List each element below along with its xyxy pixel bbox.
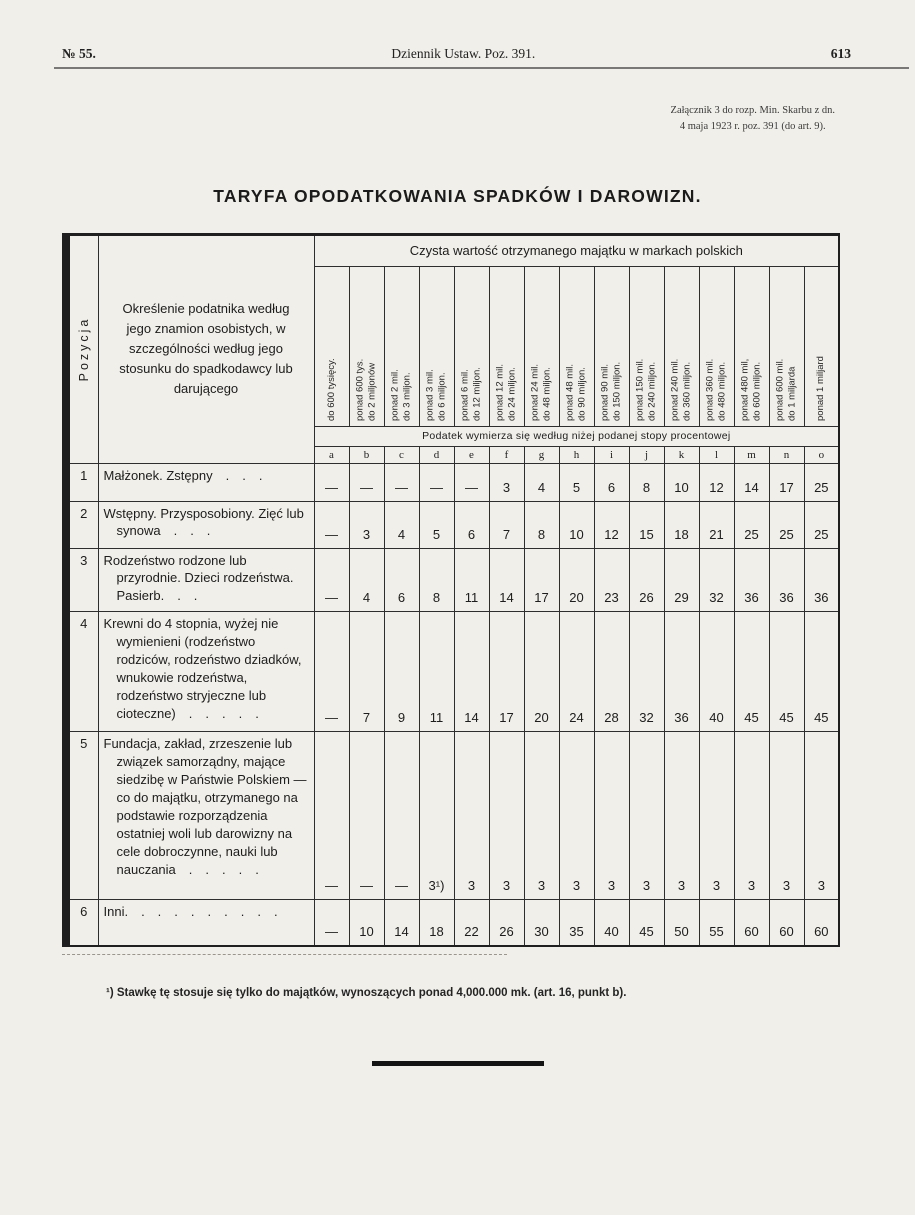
rate-value-d: 18 [419, 900, 454, 946]
rate-value-b: 7 [349, 612, 384, 732]
column-range-label: ponad 600 tys. do 2 miljonów [354, 358, 378, 422]
rate-value-i: 3 [594, 732, 629, 900]
rate-value-b: — [349, 463, 384, 501]
rate-value-h: 24 [559, 612, 594, 732]
sub-header-cell: Podatek wymierza się według niżej podanej stopy procentowej [314, 426, 839, 446]
rate-value-m: 36 [734, 548, 769, 612]
rate-value-a: — [314, 732, 349, 900]
rate-value-m: 14 [734, 463, 769, 501]
rate-value-n: 25 [769, 501, 804, 548]
rate-value-a: — [314, 463, 349, 501]
column-range-label: ponad 90 mil. do 150 miljon. [599, 361, 623, 422]
column-letter-c: c [384, 446, 419, 463]
pozycja-header-label: Pozycja [76, 316, 91, 382]
attachment-note [0, 103, 915, 136]
row-description: Inni. . . . . . . . . . [98, 900, 314, 946]
rate-value-c: — [384, 732, 419, 900]
page-masthead [0, 0, 915, 62]
row-position: 2 [66, 501, 98, 548]
rate-value-b: 10 [349, 900, 384, 946]
column-letter-e: e [454, 446, 489, 463]
rate-value-i: 12 [594, 501, 629, 548]
row-position: 5 [66, 732, 98, 900]
row-position: 6 [66, 900, 98, 946]
rate-value-b: — [349, 732, 384, 900]
rate-value-c: 4 [384, 501, 419, 548]
rate-value-a: — [314, 548, 349, 612]
column-range-label: ponad 48 mil. do 90 miljon. [564, 363, 588, 422]
rate-value-l: 12 [699, 463, 734, 501]
rate-value-c: — [384, 463, 419, 501]
rate-value-c: 14 [384, 900, 419, 946]
rate-value-k: 18 [664, 501, 699, 548]
rate-value-b: 3 [349, 501, 384, 548]
column-range-header-i [594, 266, 629, 426]
rate-value-n: 17 [769, 463, 804, 501]
end-rule [372, 1061, 544, 1066]
column-range-header-a [314, 266, 349, 426]
row-position: 3 [66, 548, 98, 612]
table-bottom-rule [62, 954, 507, 955]
row-position: 1 [66, 463, 98, 501]
column-range-header-m [734, 266, 769, 426]
rate-value-o: 25 [804, 463, 839, 501]
column-range-label: ponad 480 mil, do 600 miljon. [739, 358, 763, 422]
column-range-header-j [629, 266, 664, 426]
attachment-note-line2: 4 maja 1923 r. poz. 391 (do art. 9). [679, 121, 826, 133]
rate-value-b: 4 [349, 548, 384, 612]
column-range-header-b [349, 266, 384, 426]
column-range-header-c [384, 266, 419, 426]
description-header-cell: Określenie podatnika według jego znamion osobistych, w szczególności według jego stosunku do spadkodawcy lub darującego [98, 234, 314, 463]
rate-value-l: 3 [699, 732, 734, 900]
rate-value-e: 22 [454, 900, 489, 946]
row-description: Wstępny. Przysposobiony. Zięć lub synowa . . . [98, 501, 314, 548]
rate-value-k: 36 [664, 612, 699, 732]
tariff-row-1 [66, 463, 839, 501]
column-letter-h: h [559, 446, 594, 463]
rate-value-n: 60 [769, 900, 804, 946]
rate-value-e: 3 [454, 732, 489, 900]
journal-title: Dziennik Ustaw. Poz. 391. [391, 46, 536, 61]
footnote: ¹) Stawkę tę stosuje się tylko do majątków, wynoszących ponad 4,000.000 mk. (art. 16, punkt b). [106, 986, 627, 999]
rate-value-g: 3 [524, 732, 559, 900]
rate-value-d: 8 [419, 548, 454, 612]
rate-value-i: 28 [594, 612, 629, 732]
row-description: Krewni do 4 stopnia, wyżej nie wymienieni (rodzeństwo rodziców, rodzeństwo dziadków, wnukowie rodzeństwa, rodzeństwo stryjeczne lub cioteczne) . . . . . [98, 612, 314, 732]
rate-value-d: 3¹) [419, 732, 454, 900]
rate-value-o: 45 [804, 612, 839, 732]
attachment-note-text [671, 103, 835, 136]
column-range-label: ponad 240 mil. do 360 miljon. [669, 358, 693, 422]
rate-value-d: 11 [419, 612, 454, 732]
row-description: Fundacja, zakład, zrzeszenie lub związek samorządny, mające siedzibę w Państwie Polskiem — co do majątku, otrzymanego na podstawie rozporządzenia ostatniej woli lub darowizny na cele dobroczynne, nauki lub nauczania . . . . . [98, 732, 314, 900]
column-range-header-n [769, 266, 804, 426]
rate-value-h: 5 [559, 463, 594, 501]
rate-value-g: 30 [524, 900, 559, 946]
row-position: 4 [66, 612, 98, 732]
column-letter-a: a [314, 446, 349, 463]
column-range-label: ponad 24 mil. do 48 miljon. [529, 363, 553, 422]
rate-value-a: — [314, 900, 349, 946]
pozycja-header-cell [66, 234, 98, 463]
rate-value-d: 5 [419, 501, 454, 548]
masthead-rule [54, 67, 909, 69]
rate-value-h: 3 [559, 732, 594, 900]
rate-value-l: 55 [699, 900, 734, 946]
column-range-label: ponad 3 mil. do 6 miljon. [424, 369, 448, 422]
column-range-header-e [454, 266, 489, 426]
rate-value-j: 3 [629, 732, 664, 900]
tariff-row-2 [66, 501, 839, 548]
rate-value-h: 10 [559, 501, 594, 548]
rate-value-e: 11 [454, 548, 489, 612]
column-letter-i: i [594, 446, 629, 463]
rate-value-j: 26 [629, 548, 664, 612]
issue-number: № 55. [62, 46, 96, 61]
value-header-cell: Czysta wartość otrzymanego majątku w markach polskich [314, 234, 839, 266]
column-range-header-h [559, 266, 594, 426]
rate-value-a: — [314, 501, 349, 548]
column-range-label: ponad 12 mil. do 24 miljon. [494, 363, 518, 422]
column-letter-k: k [664, 446, 699, 463]
column-letter-b: b [349, 446, 384, 463]
column-letter-d: d [419, 446, 454, 463]
tariff-row-6 [66, 900, 839, 946]
row-description: Małżonek. Zstępny . . . [98, 463, 314, 501]
tariff-row-3 [66, 548, 839, 612]
rate-value-i: 6 [594, 463, 629, 501]
rate-value-g: 4 [524, 463, 559, 501]
rate-value-m: 3 [734, 732, 769, 900]
rate-value-l: 32 [699, 548, 734, 612]
rate-value-f: 7 [489, 501, 524, 548]
tariff-table [62, 233, 840, 947]
rate-value-o: 25 [804, 501, 839, 548]
rate-value-n: 45 [769, 612, 804, 732]
rate-value-o: 36 [804, 548, 839, 612]
rate-value-e: — [454, 463, 489, 501]
column-letter-j: j [629, 446, 664, 463]
rate-value-g: 20 [524, 612, 559, 732]
column-range-header-k [664, 266, 699, 426]
column-letter-o: o [804, 446, 839, 463]
rate-value-i: 23 [594, 548, 629, 612]
rate-value-h: 20 [559, 548, 594, 612]
rate-value-j: 45 [629, 900, 664, 946]
column-range-label: do 600 tysięcy. [325, 358, 337, 422]
rate-value-o: 60 [804, 900, 839, 946]
column-letter-n: n [769, 446, 804, 463]
column-range-header-d [419, 266, 454, 426]
tariff-table-head [66, 234, 839, 463]
column-range-label: ponad 2 mil. do 3 miljon. [389, 369, 413, 422]
rate-value-c: 9 [384, 612, 419, 732]
rate-value-f: 17 [489, 612, 524, 732]
tariff-row-5 [66, 732, 839, 900]
column-range-label: ponad 150 mil. do 240 miljon. [634, 358, 658, 422]
rate-value-e: 6 [454, 501, 489, 548]
column-range-label: ponad 6 mil. do 12 miljon. [459, 367, 483, 422]
rate-value-g: 8 [524, 501, 559, 548]
rate-value-i: 40 [594, 900, 629, 946]
rate-value-j: 8 [629, 463, 664, 501]
rate-value-j: 15 [629, 501, 664, 548]
column-range-header-f [489, 266, 524, 426]
rate-value-o: 3 [804, 732, 839, 900]
column-letter-f: f [489, 446, 524, 463]
rate-value-n: 36 [769, 548, 804, 612]
rate-value-a: — [314, 612, 349, 732]
rate-value-k: 29 [664, 548, 699, 612]
rate-value-m: 25 [734, 501, 769, 548]
rate-value-l: 40 [699, 612, 734, 732]
rate-value-g: 17 [524, 548, 559, 612]
rate-value-m: 45 [734, 612, 769, 732]
rate-value-k: 50 [664, 900, 699, 946]
rate-value-j: 32 [629, 612, 664, 732]
rate-value-h: 35 [559, 900, 594, 946]
rate-value-f: 3 [489, 732, 524, 900]
column-letter-g: g [524, 446, 559, 463]
document-title: TARYFA OPODATKOWANIA SPADKÓW I DAROWIZN. [213, 185, 702, 206]
rate-value-e: 14 [454, 612, 489, 732]
column-range-header-g [524, 266, 559, 426]
tariff-row-4 [66, 612, 839, 732]
rate-value-f: 26 [489, 900, 524, 946]
column-letter-m: m [734, 446, 769, 463]
column-range-label: ponad 600 mil. do 1 miljarda [774, 358, 798, 422]
column-range-header-l [699, 266, 734, 426]
column-range-label: ponad 360 mil. do 480 miljon. [704, 358, 728, 422]
rate-value-n: 3 [769, 732, 804, 900]
rate-value-c: 6 [384, 548, 419, 612]
rate-value-k: 3 [664, 732, 699, 900]
rate-value-f: 3 [489, 463, 524, 501]
rate-value-f: 14 [489, 548, 524, 612]
rate-value-k: 10 [664, 463, 699, 501]
rate-value-m: 60 [734, 900, 769, 946]
rate-value-d: — [419, 463, 454, 501]
column-range-header-o [804, 266, 839, 426]
column-range-label: ponad 1 miljard [815, 356, 827, 422]
row-description: Rodzeństwo rodzone lub przyrodnie. Dzieci rodzeństwa. Pasierb. . . [98, 548, 314, 612]
attachment-note-line1: Załącznik 3 do rozp. Min. Skarbu z dn. [670, 105, 835, 116]
column-letter-l: l [699, 446, 734, 463]
page-number: 613 [830, 46, 851, 61]
tariff-table-body [66, 463, 839, 946]
rate-value-l: 21 [699, 501, 734, 548]
